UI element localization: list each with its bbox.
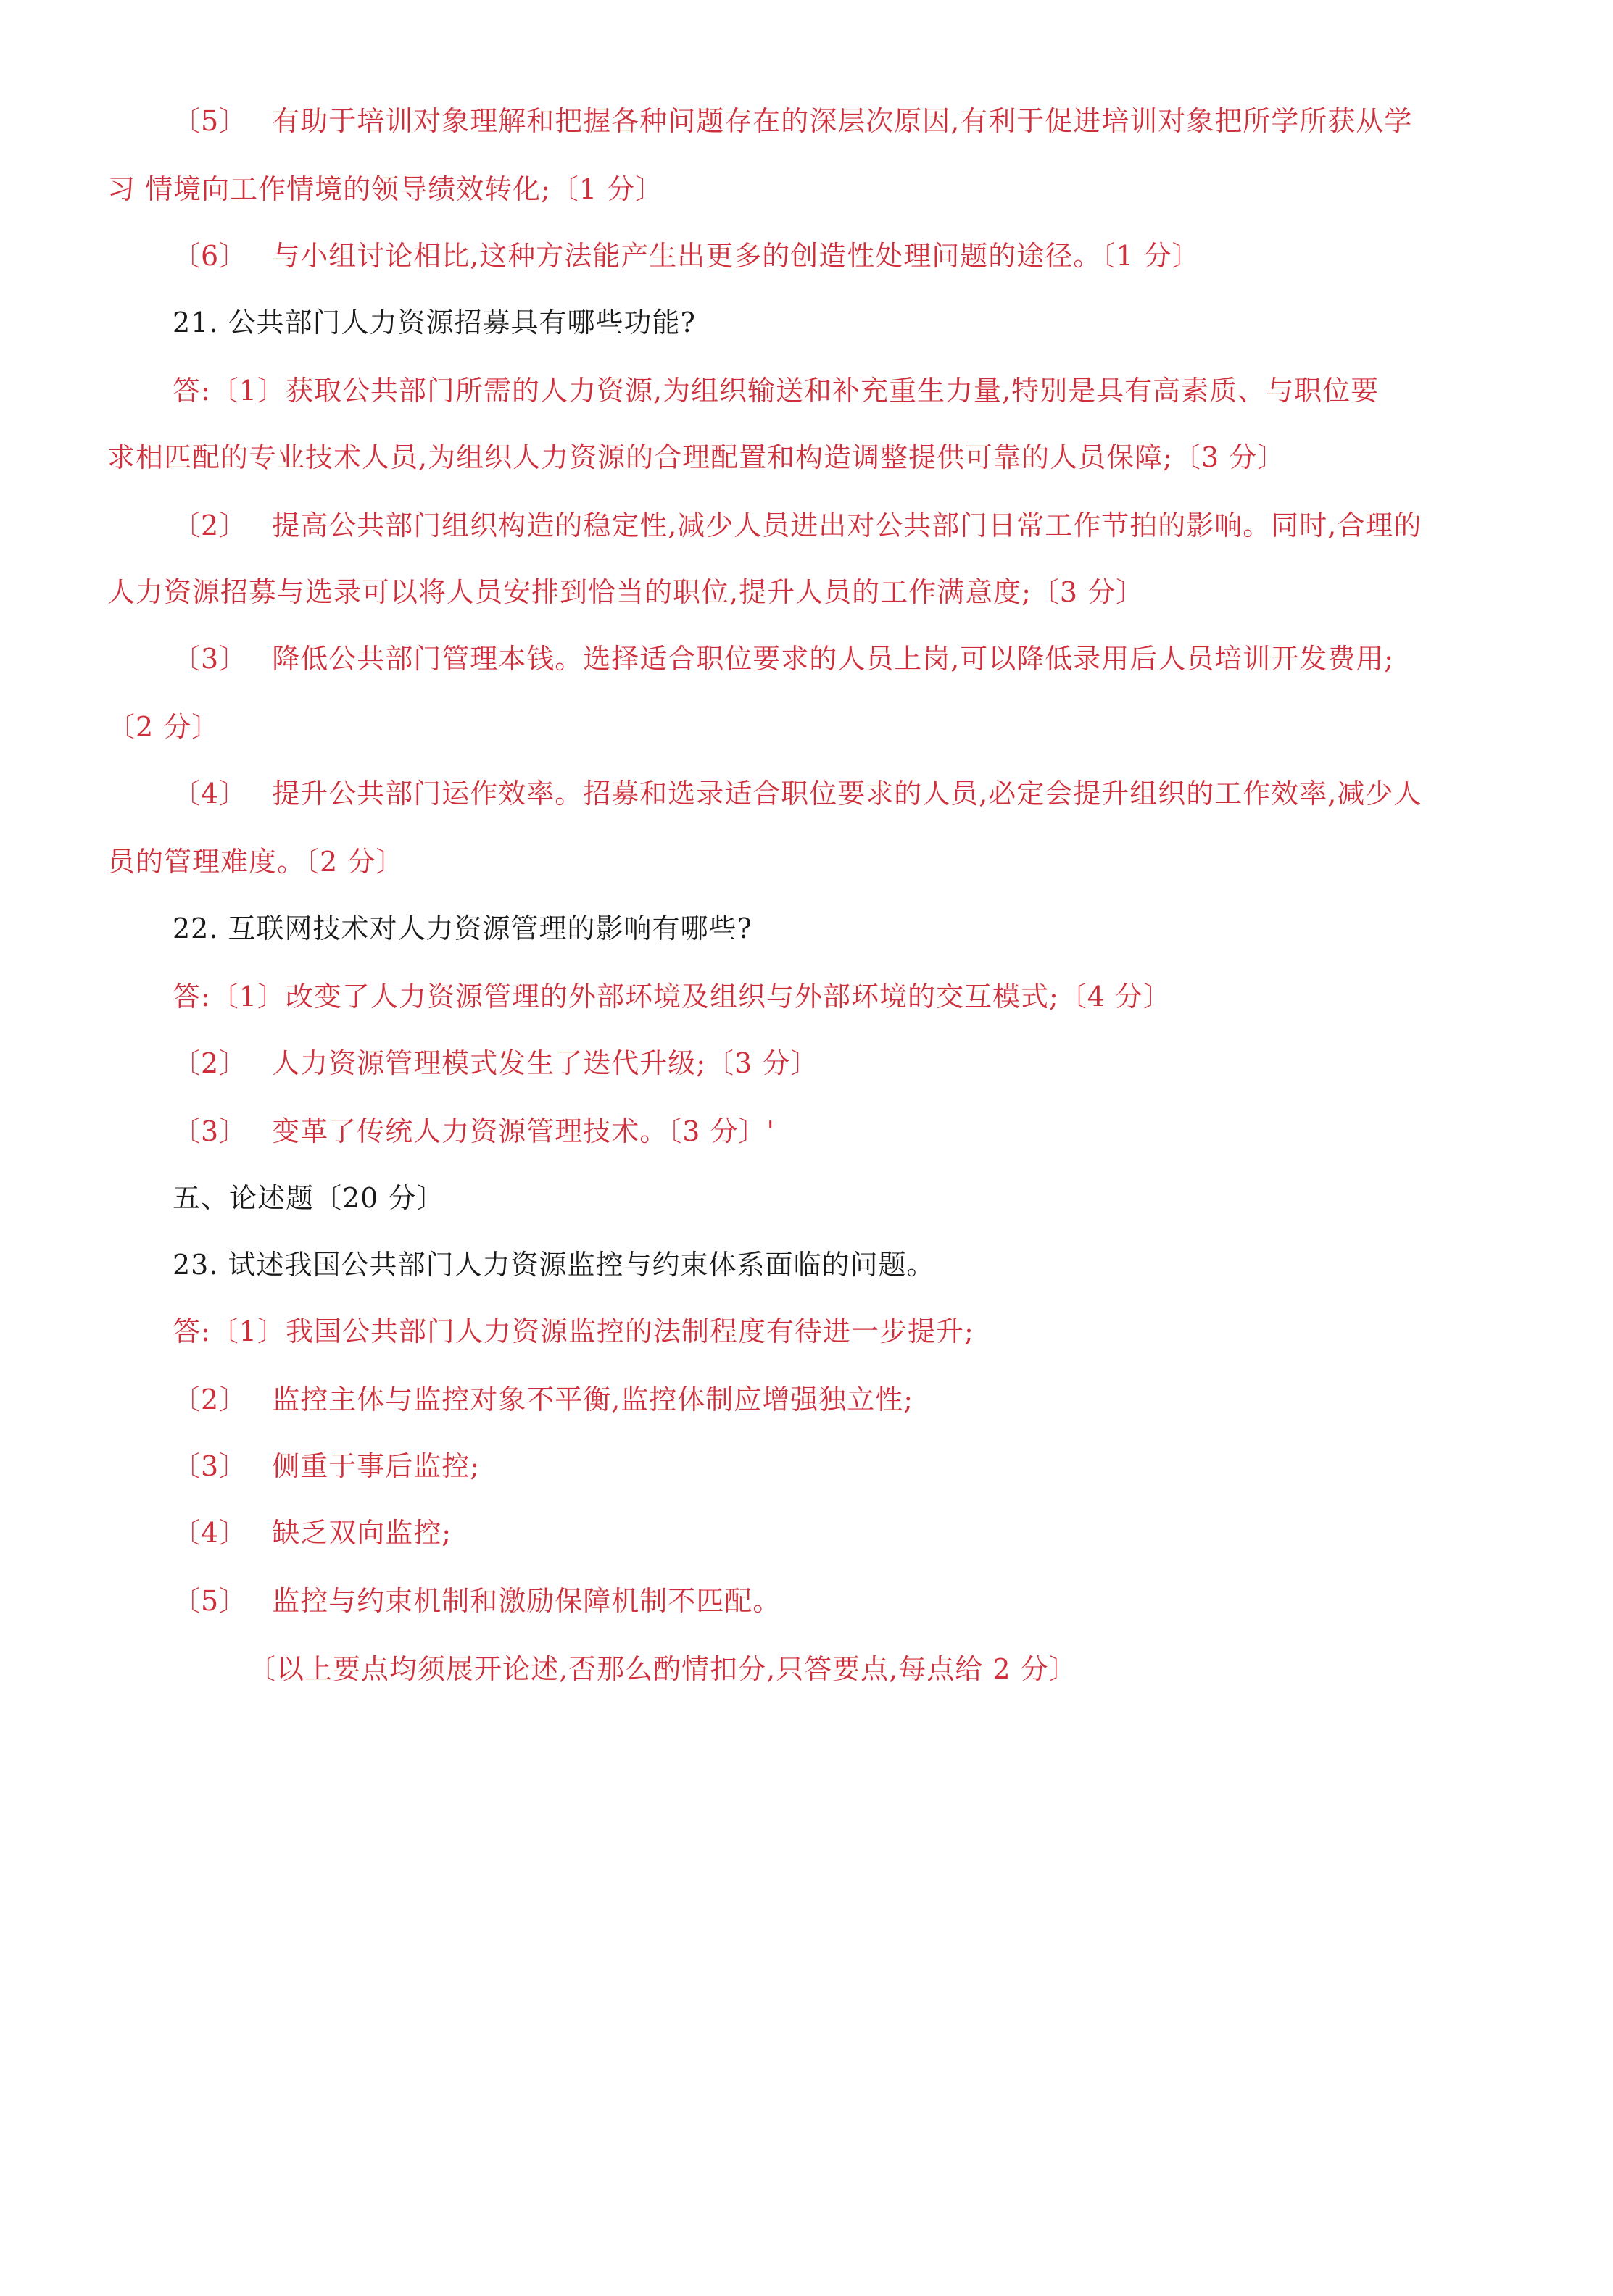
answer-line xyxy=(173,1113,775,1149)
answer-line xyxy=(173,1381,913,1418)
answer-line: 员的管理难度。〔2 分〕 xyxy=(107,846,405,878)
answer-text: 侧重于事后监控; xyxy=(272,1450,480,1482)
answer-line xyxy=(173,507,1422,544)
item-number: 〔2〕 xyxy=(173,1384,248,1415)
answer-line: 习 情境向工作情境的领导绩效转化;〔1 分〕 xyxy=(107,173,664,205)
answer-text: 监控主体与监控对象不平衡,监控体制应增强独立性; xyxy=(272,1384,914,1415)
item-number: 〔4〕 xyxy=(173,1517,248,1549)
answer-line xyxy=(173,1045,818,1081)
answer-line xyxy=(173,1583,781,1619)
answer-line: 答:〔1〕改变了人力资源管理的外部环境及组织与外部环境的交互模式;〔4 分〕 xyxy=(173,981,1172,1012)
grading-note: 〔以上要点均须展开论述,否那么酌情扣分,只答要点,每点给 2 分〕 xyxy=(248,1653,1077,1685)
answer-text: 降低公共部门管理本钱。选择适合职位要求的人员上岗,可以降低录用后人员培训开发费用; xyxy=(272,643,1395,675)
answer-text: 提升公共部门运作效率。招募和选录适合职位要求的人员,必定会提升组织的工作效率,减少人 xyxy=(272,778,1422,810)
answer-line: 求相匹配的专业技术人员,为组织人力资源的合理配置和构造调整提供可靠的人员保障;〔3 分〕 xyxy=(107,441,1286,473)
answer-line xyxy=(173,103,1412,139)
answer-line: 〔2 分〕 xyxy=(107,711,220,743)
answer-text: 提高公共部门组织构造的稳定性,减少人员进出对公共部门日常工作节拍的影响。同时,合理的 xyxy=(272,509,1422,541)
answer-text: 人力资源管理模式发生了迭代升级;〔3 分〕 xyxy=(272,1047,819,1079)
answer-line xyxy=(173,238,1201,274)
section-heading: 五、论述题〔20 分〕 xyxy=(173,1182,445,1214)
item-number: 〔5〕 xyxy=(173,105,248,137)
answer-text: 缺乏双向监控; xyxy=(272,1517,452,1549)
answer-text: 变革了传统人力资源管理技术。〔3 分〕' xyxy=(272,1115,775,1147)
answer-line: 答:〔1〕我国公共部门人力资源监控的法制程度有待进一步提升; xyxy=(173,1315,974,1347)
question-21: 21. 公共部门人力资源招募具有哪些功能? xyxy=(173,307,696,338)
item-number: 〔2〕 xyxy=(173,509,248,541)
item-number: 〔3〕 xyxy=(173,1115,248,1147)
item-number: 〔4〕 xyxy=(173,778,248,810)
answer-line xyxy=(173,775,1422,812)
question-23: 23. 试述我国公共部门人力资源监控与约束体系面临的问题。 xyxy=(173,1249,935,1281)
answer-text: 监控与约束机制和激励保障机制不匹配。 xyxy=(272,1585,781,1617)
answer-line xyxy=(173,1515,452,1551)
answer-line xyxy=(173,641,1394,677)
question-22: 22. 互联网技术对人力资源管理的影响有哪些? xyxy=(173,912,752,944)
item-number: 〔6〕 xyxy=(173,240,248,272)
item-number: 〔2〕 xyxy=(173,1047,248,1079)
answer-line: 答:〔1〕获取公共部门所需的人力资源,为组织输送和补充重生力量,特别是具有高素质、与职位要 xyxy=(173,375,1380,407)
answer-line xyxy=(173,1448,480,1484)
item-number: 〔3〕 xyxy=(173,643,248,675)
answer-line: 人力资源招募与选录可以将人员安排到恰当的职位,提升人员的工作满意度;〔3 分〕 xyxy=(107,576,1145,608)
answer-text: 有助于培训对象理解和把握各种问题存在的深层次原因,有利于促进培训对象把所学所获从学 xyxy=(272,105,1413,137)
item-number: 〔3〕 xyxy=(173,1450,248,1482)
item-number: 〔5〕 xyxy=(173,1585,248,1617)
answer-text: 与小组讨论相比,这种方法能产生出更多的创造性处理问题的途径。〔1 分〕 xyxy=(272,240,1201,272)
